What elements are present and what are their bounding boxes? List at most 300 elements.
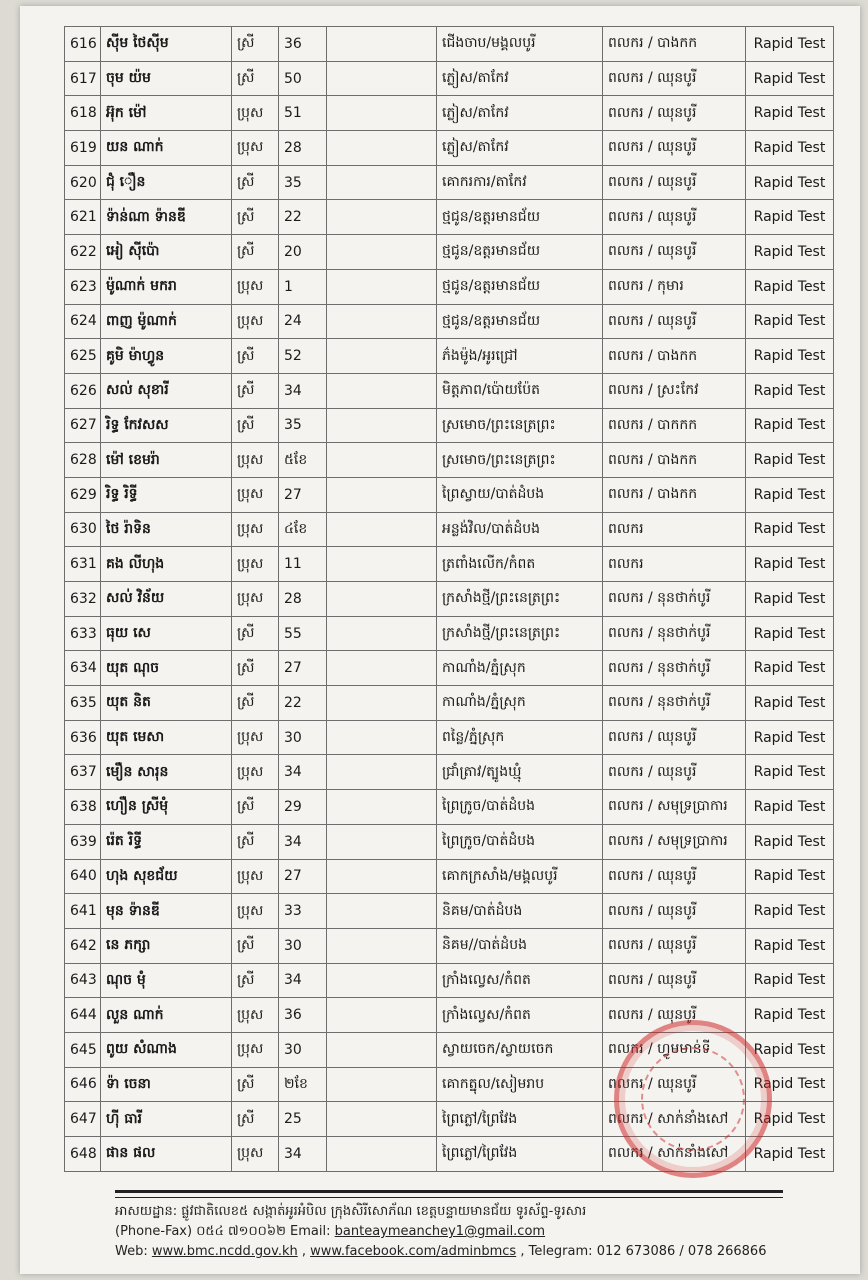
blank-cell-cell <box>327 96 437 131</box>
occupation-cell: ពលករ / ឈុនបូរី <box>603 304 746 339</box>
test-type-cell: Rapid Test <box>746 1067 834 1102</box>
age-cell: 24 <box>279 304 327 339</box>
blank-cell-cell <box>327 27 437 62</box>
address-cell: ថ្មជូន/ឧត្តរមានជ័យ <box>437 235 603 270</box>
test-type-cell: Rapid Test <box>746 373 834 408</box>
address-cell: ពន្លៃ/ភ្នំស្រុក <box>437 720 603 755</box>
test-type-cell: Rapid Test <box>746 859 834 894</box>
table-body <box>65 27 834 1172</box>
address-cell: ព្រៃភ្លៅ/ព្រៃវែង <box>437 1102 603 1137</box>
table-row <box>65 824 834 859</box>
table-row <box>65 165 834 200</box>
test-type-cell: Rapid Test <box>746 1032 834 1067</box>
patient-name-cell: ផាន ផល <box>101 1137 232 1172</box>
table-row <box>65 339 834 374</box>
occupation-cell: ពលករ / ឈុនបូរី <box>603 963 746 998</box>
blank-cell-cell <box>327 1102 437 1137</box>
patient-name-cell: យុត និត <box>101 686 232 721</box>
address-cell: គោកក្រសាំង/មង្គលបូរី <box>437 859 603 894</box>
occupation-cell: ពលករ / បាងកក <box>603 339 746 374</box>
address-cell: ថ្មជូន/ឧត្តរមានជ័យ <box>437 304 603 339</box>
test-type-cell: Rapid Test <box>746 96 834 131</box>
blank-cell-cell <box>327 200 437 235</box>
test-type-cell: Rapid Test <box>746 477 834 512</box>
sex-cell: ប្រុស <box>232 859 279 894</box>
table-row <box>65 755 834 790</box>
address-cell: ស្វាយចេក/ស្វាយចេក <box>437 1032 603 1067</box>
patient-table <box>64 26 834 1172</box>
occupation-cell: ពលករ / ឈុនបូរី <box>603 1067 746 1102</box>
patient-name-cell: ស៊ីម ថៃស៊ីម <box>101 27 232 62</box>
blank-cell-cell <box>327 269 437 304</box>
sex-cell: ស្រី <box>232 235 279 270</box>
row-number-cell: 634 <box>65 651 101 686</box>
row-number-cell: 617 <box>65 61 101 96</box>
blank-cell-cell <box>327 408 437 443</box>
table-row <box>65 651 834 686</box>
patient-name-cell: សល់ វិន័យ <box>101 582 232 617</box>
row-number-cell: 646 <box>65 1067 101 1102</box>
table-row <box>65 1032 834 1067</box>
occupation-cell: ពលករ / ឈុនបូរី <box>603 859 746 894</box>
sex-cell: ស្រី <box>232 686 279 721</box>
sex-cell: ស្រី <box>232 27 279 62</box>
row-number-cell: 640 <box>65 859 101 894</box>
row-number-cell: 642 <box>65 928 101 963</box>
age-cell: 22 <box>279 686 327 721</box>
blank-cell-cell <box>327 928 437 963</box>
test-type-cell: Rapid Test <box>746 235 834 270</box>
sex-cell: ប្រុស <box>232 998 279 1033</box>
table-row <box>65 1067 834 1102</box>
address-cell: ព្រៃភ្លៅ/ព្រៃវែង <box>437 1137 603 1172</box>
occupation-cell: ពលករ / សាក់នាំងសៅ <box>603 1102 746 1137</box>
row-number-cell: 627 <box>65 408 101 443</box>
age-cell: 52 <box>279 339 327 374</box>
sex-cell: ប្រុស <box>232 894 279 929</box>
row-number-cell: 630 <box>65 512 101 547</box>
patient-name-cell: ហុង សុខជ័យ <box>101 859 232 894</box>
blank-cell-cell <box>327 547 437 582</box>
patient-name-cell: ណុច មុំ <box>101 963 232 998</box>
occupation-cell: ពលករ / ឈុនបូរី <box>603 200 746 235</box>
table-row <box>65 131 834 166</box>
footer-email-link[interactable]: banteaymeanchey1@gmail.com <box>334 1224 546 1239</box>
occupation-cell: ពលករ / នុនថាក់បូរី <box>603 651 746 686</box>
occupation-cell: ពលករ <box>603 512 746 547</box>
address-cell: គោកត្នុល/សៀមរាប <box>437 1067 603 1102</box>
age-cell: 11 <box>279 547 327 582</box>
occupation-cell: ពលករ / ឈុនបូរី <box>603 235 746 270</box>
test-type-cell: Rapid Test <box>746 582 834 617</box>
test-type-cell: Rapid Test <box>746 408 834 443</box>
test-type-cell: Rapid Test <box>746 27 834 62</box>
footer-address-line <box>115 1202 783 1222</box>
test-type-cell: Rapid Test <box>746 824 834 859</box>
sex-cell: ប្រុស <box>232 720 279 755</box>
occupation-cell: ពលករ / បាងកក <box>603 27 746 62</box>
blank-cell-cell <box>327 235 437 270</box>
age-cell: 20 <box>279 235 327 270</box>
age-cell: ៤ខែ <box>279 512 327 547</box>
age-cell: 29 <box>279 790 327 825</box>
sex-cell: ប្រុស <box>232 477 279 512</box>
age-cell: 25 <box>279 1102 327 1137</box>
occupation-cell: ពលករ / ឈុនបូរី <box>603 928 746 963</box>
footer-phone-label: (Phone-Fax) <box>115 1224 193 1239</box>
patient-name-cell: ម៉ូណាក់ មករា <box>101 269 232 304</box>
address-cell: ភ៌ងម៉ូង/អូរជ្រៅ <box>437 339 603 374</box>
address-cell: អន្លង់វិល/បាត់ដំបង <box>437 512 603 547</box>
blank-cell-cell <box>327 131 437 166</box>
blank-cell-cell <box>327 582 437 617</box>
address-cell: កាណាំង/ភ្នំស្រុក <box>437 686 603 721</box>
age-cell: 30 <box>279 720 327 755</box>
footer-divider-thin <box>115 1197 783 1198</box>
row-number-cell: 628 <box>65 443 101 478</box>
sex-cell: ស្រី <box>232 651 279 686</box>
table-row <box>65 269 834 304</box>
test-type-cell: Rapid Test <box>746 755 834 790</box>
age-cell: 35 <box>279 165 327 200</box>
address-cell: ក្រាំងល្វេស/កំពត <box>437 998 603 1033</box>
address-cell: ស្រមោច/ព្រះនេត្រព្រះ <box>437 443 603 478</box>
test-type-cell: Rapid Test <box>746 200 834 235</box>
address-cell: ក្រសាំងថ្មី/ព្រះនេត្រព្រះ <box>437 582 603 617</box>
sex-cell: ស្រី <box>232 1102 279 1137</box>
age-cell: 27 <box>279 859 327 894</box>
address-cell: និគម/បាត់ដំបង <box>437 894 603 929</box>
table-row <box>65 616 834 651</box>
footer-web-line: Web: www.bmc.ncdd.gov.kh , www.facebook.com/adminbmcs , Telegram: 012 673086 / 078 266866 <box>115 1244 767 1259</box>
blank-cell-cell <box>327 859 437 894</box>
table-row <box>65 582 834 617</box>
address-cell: គោករការ/តាកែវ <box>437 165 603 200</box>
row-number-cell: 632 <box>65 582 101 617</box>
age-cell: 34 <box>279 963 327 998</box>
blank-cell-cell <box>327 1067 437 1102</box>
address-cell: ក្រសាំងថ្មី/ព្រះនេត្រព្រះ <box>437 616 603 651</box>
footer-facebook-link[interactable]: www.facebook.com/adminbmcs <box>310 1244 517 1259</box>
address-cell: ជើងចាប/មង្គលបូរី <box>437 27 603 62</box>
footer-email-label: Email: <box>290 1224 331 1239</box>
address-cell: ថ្មជូន/ឧត្តរមានជ័យ <box>437 200 603 235</box>
age-cell: 35 <box>279 408 327 443</box>
test-type-cell: Rapid Test <box>746 928 834 963</box>
patient-name-cell: រិទ្ធ កែវសស <box>101 408 232 443</box>
patient-name-cell: ពាញ ម៉ូណាក់ <box>101 304 232 339</box>
patient-name-cell: ជុំ ឿន <box>101 165 232 200</box>
sex-cell: ស្រី <box>232 824 279 859</box>
table-row <box>65 686 834 721</box>
sex-cell: ស្រី <box>232 928 279 963</box>
test-type-cell: Rapid Test <box>746 547 834 582</box>
row-number-cell: 621 <box>65 200 101 235</box>
test-type-cell: Rapid Test <box>746 1137 834 1172</box>
address-cell: ជ្រាំត្រាវ/ត្បូងឃ្មុំ <box>437 755 603 790</box>
patient-name-cell: ទ៉ា ចេនា <box>101 1067 232 1102</box>
age-cell: 22 <box>279 200 327 235</box>
age-cell: 34 <box>279 373 327 408</box>
sex-cell: ស្រី <box>232 165 279 200</box>
table-row <box>65 547 834 582</box>
blank-cell-cell <box>327 616 437 651</box>
row-number-cell: 647 <box>65 1102 101 1137</box>
row-number-cell: 619 <box>65 131 101 166</box>
blank-cell-cell <box>327 824 437 859</box>
sex-cell: ស្រី <box>232 339 279 374</box>
row-number-cell: 648 <box>65 1137 101 1172</box>
blank-cell-cell <box>327 894 437 929</box>
row-number-cell: 624 <box>65 304 101 339</box>
footer-address: អាសយដ្ឋាន: ផ្លូវជាតិលេខ៥ សង្កាត់អូរអំបិល ក្រុងសិរីសោភ័ណ ខេត្តបន្ទាយមានជ័យ ទូរស័ព្ទ-ទូរសារ <box>115 1204 587 1219</box>
occupation-cell: ពលករ / ឈុនបូរី <box>603 61 746 96</box>
table-row <box>65 96 834 131</box>
row-number-cell: 637 <box>65 755 101 790</box>
blank-cell-cell <box>327 720 437 755</box>
age-cell: 34 <box>279 1137 327 1172</box>
test-type-cell: Rapid Test <box>746 443 834 478</box>
test-type-cell: Rapid Test <box>746 165 834 200</box>
address-cell: ព្រៃស្វាយ/បាត់ដំបង <box>437 477 603 512</box>
address-cell: ភ្លៀស/តាកែវ <box>437 96 603 131</box>
blank-cell-cell <box>327 477 437 512</box>
patient-name-cell: មុន ទ៉ានឌី <box>101 894 232 929</box>
age-cell: 27 <box>279 477 327 512</box>
row-number-cell: 635 <box>65 686 101 721</box>
sex-cell: ប្រុស <box>232 443 279 478</box>
patient-name-cell: គង លីហុង <box>101 547 232 582</box>
age-cell: 30 <box>279 928 327 963</box>
table-row <box>65 963 834 998</box>
occupation-cell: ពលករ <box>603 547 746 582</box>
occupation-cell: ពលករ / សមុទ្រប្រាការ <box>603 790 746 825</box>
table-row <box>65 200 834 235</box>
row-number-cell: 618 <box>65 96 101 131</box>
letterhead-footer <box>115 1190 783 1262</box>
patient-name-cell: យុត មេសា <box>101 720 232 755</box>
sex-cell: ស្រី <box>232 373 279 408</box>
patient-name-cell: ធុយ សេ <box>101 616 232 651</box>
row-number-cell: 616 <box>65 27 101 62</box>
sex-cell: ប្រុស <box>232 96 279 131</box>
blank-cell-cell <box>327 790 437 825</box>
address-cell: និគម//បាត់ដំបង <box>437 928 603 963</box>
age-cell: ៥ខែ <box>279 443 327 478</box>
test-type-cell: Rapid Test <box>746 1102 834 1137</box>
blank-cell-cell <box>327 1137 437 1172</box>
age-cell: ២ខែ <box>279 1067 327 1102</box>
row-number-cell: 645 <box>65 1032 101 1067</box>
blank-cell-cell <box>327 686 437 721</box>
test-type-cell: Rapid Test <box>746 616 834 651</box>
patient-name-cell: យុត ណុច <box>101 651 232 686</box>
row-number-cell: 620 <box>65 165 101 200</box>
address-cell: ភ្លៀស/តាកែវ <box>437 131 603 166</box>
patient-name-cell: យន ណាក់ <box>101 131 232 166</box>
sex-cell: ប្រុស <box>232 269 279 304</box>
patient-name-cell: ទ៉ាន់ណា ទ៉ានឌី <box>101 200 232 235</box>
occupation-cell: ពលករ / កុមារ <box>603 269 746 304</box>
row-number-cell: 638 <box>65 790 101 825</box>
row-number-cell: 625 <box>65 339 101 374</box>
row-number-cell: 644 <box>65 998 101 1033</box>
patient-name-cell: នេ ភក្សា <box>101 928 232 963</box>
age-cell: 34 <box>279 824 327 859</box>
blank-cell-cell <box>327 512 437 547</box>
test-type-cell: Rapid Test <box>746 894 834 929</box>
test-type-cell: Rapid Test <box>746 963 834 998</box>
sex-cell: ប្រុស <box>232 1137 279 1172</box>
patient-name-cell: ពូយ សំណាង <box>101 1032 232 1067</box>
test-type-cell: Rapid Test <box>746 686 834 721</box>
blank-cell-cell <box>327 963 437 998</box>
occupation-cell: ពលករ / ឈុនបូរី <box>603 165 746 200</box>
table-row <box>65 720 834 755</box>
patient-name-cell: មឿន សារុន <box>101 755 232 790</box>
footer-web-link[interactable]: www.bmc.ncdd.gov.kh <box>151 1244 298 1259</box>
age-cell: 27 <box>279 651 327 686</box>
patient-name-cell: រិទ្ធ រិទ្ធី <box>101 477 232 512</box>
footer-telegram-label: Telegram: <box>528 1244 593 1259</box>
sex-cell: ស្រី <box>232 1067 279 1102</box>
blank-cell-cell <box>327 61 437 96</box>
patient-name-cell: លួន ណាក់ <box>101 998 232 1033</box>
patient-name-cell: ម៉ៅ ខេមរ៉ា <box>101 443 232 478</box>
blank-cell-cell <box>327 339 437 374</box>
table-row <box>65 859 834 894</box>
age-cell: 30 <box>279 1032 327 1067</box>
patient-name-cell: ហឿន ស្រីមុំ <box>101 790 232 825</box>
age-cell: 28 <box>279 131 327 166</box>
test-type-cell: Rapid Test <box>746 339 834 374</box>
address-cell: ស្រមោច/ព្រះនេត្រព្រះ <box>437 408 603 443</box>
sex-cell: ស្រី <box>232 616 279 651</box>
table-row <box>65 790 834 825</box>
sex-cell: ប្រុស <box>232 582 279 617</box>
blank-cell-cell <box>327 1032 437 1067</box>
occupation-cell: ពលករ / នុនថាក់បូរី <box>603 582 746 617</box>
sex-cell: ប្រុស <box>232 547 279 582</box>
patient-name-cell: អ៊ុក ម៉ៅ <box>101 96 232 131</box>
blank-cell-cell <box>327 998 437 1033</box>
table-row <box>65 477 834 512</box>
patient-name-cell: អៀ ស៊ីប៉ោ <box>101 235 232 270</box>
row-number-cell: 622 <box>65 235 101 270</box>
row-number-cell: 639 <box>65 824 101 859</box>
row-number-cell: 641 <box>65 894 101 929</box>
table-row <box>65 373 834 408</box>
age-cell: 1 <box>279 269 327 304</box>
test-type-cell: Rapid Test <box>746 304 834 339</box>
address-cell: មិត្តភាព/ប៉ោយប៉ែត <box>437 373 603 408</box>
occupation-cell: ពលករ / បាងកក <box>603 443 746 478</box>
blank-cell-cell <box>327 755 437 790</box>
patient-name-cell: ថៃ រ៉ាទិន <box>101 512 232 547</box>
blank-cell-cell <box>327 373 437 408</box>
address-cell: ព្រៃក្រូច/បាត់ដំបង <box>437 790 603 825</box>
row-number-cell: 636 <box>65 720 101 755</box>
sex-cell: ស្រី <box>232 61 279 96</box>
table-row <box>65 998 834 1033</box>
blank-cell-cell <box>327 443 437 478</box>
test-type-cell: Rapid Test <box>746 998 834 1033</box>
address-cell: ភ្លៀស/តាកែវ <box>437 61 603 96</box>
footer-web-label: Web: <box>115 1244 148 1259</box>
patient-name-cell: សល់ សុខារី <box>101 373 232 408</box>
blank-cell-cell <box>327 651 437 686</box>
table-row <box>65 512 834 547</box>
row-number-cell: 633 <box>65 616 101 651</box>
occupation-cell: ពលករ / ឈុនបូរី <box>603 755 746 790</box>
address-cell: ក្រាំងល្វេស/កំពត <box>437 963 603 998</box>
table-row <box>65 894 834 929</box>
sex-cell: ប្រុស <box>232 304 279 339</box>
occupation-cell: ពលករ / សាក់នាំងសៅ <box>603 1137 746 1172</box>
test-type-cell: Rapid Test <box>746 131 834 166</box>
footer-phone: ០៥៤ ៧១០០៦២ <box>196 1224 286 1239</box>
row-number-cell: 623 <box>65 269 101 304</box>
patient-name-cell: រ៉េត រិទ្ធី <box>101 824 232 859</box>
occupation-cell: ពលករ / ឈុនបូរី <box>603 96 746 131</box>
table-row <box>65 27 834 62</box>
table-row <box>65 928 834 963</box>
occupation-cell: ពលករ / ឈុនបូរី <box>603 720 746 755</box>
table-row <box>65 408 834 443</box>
sex-cell: ស្រី <box>232 200 279 235</box>
age-cell: 34 <box>279 755 327 790</box>
patient-name-cell: គូមិ ម៉ាហ្វូន <box>101 339 232 374</box>
occupation-cell: ពលករ / នុនថាក់បូរី <box>603 616 746 651</box>
sex-cell: ប្រុស <box>232 755 279 790</box>
patient-name-cell: ចុម យ៉ម <box>101 61 232 96</box>
row-number-cell: 631 <box>65 547 101 582</box>
address-cell: ព្រៃក្រូច/បាត់ដំបង <box>437 824 603 859</box>
sex-cell: ស្រី <box>232 963 279 998</box>
table-row <box>65 443 834 478</box>
table-row <box>65 1102 834 1137</box>
age-cell: 36 <box>279 998 327 1033</box>
test-type-cell: Rapid Test <box>746 512 834 547</box>
row-number-cell: 626 <box>65 373 101 408</box>
occupation-cell: ពលករ / ឈុនបូរី <box>603 998 746 1033</box>
occupation-cell: ពលករ / ស្រះកែវ <box>603 373 746 408</box>
test-type-cell: Rapid Test <box>746 720 834 755</box>
occupation-cell: ពលករ / បាកកក <box>603 408 746 443</box>
test-type-cell: Rapid Test <box>746 790 834 825</box>
age-cell: 55 <box>279 616 327 651</box>
blank-cell-cell <box>327 304 437 339</box>
address-cell: កាណាំង/ភ្នំស្រុក <box>437 651 603 686</box>
age-cell: 28 <box>279 582 327 617</box>
age-cell: 51 <box>279 96 327 131</box>
address-cell: ត្រពាំងលើក/កំពត <box>437 547 603 582</box>
test-type-cell: Rapid Test <box>746 269 834 304</box>
test-type-cell: Rapid Test <box>746 651 834 686</box>
occupation-cell: ពលករ / សមុទ្រប្រាការ <box>603 824 746 859</box>
occupation-cell: ពលករ / ឈុនបូរី <box>603 894 746 929</box>
patient-name-cell: ហ៊ី ធារី <box>101 1102 232 1137</box>
age-cell: 33 <box>279 894 327 929</box>
occupation-cell: ពលករ / ឈុនបូរី <box>603 131 746 166</box>
sex-cell: ប្រុស <box>232 1032 279 1067</box>
sex-cell: ប្រុស <box>232 131 279 166</box>
occupation-cell: ពលករ / នុនថាក់បូរី <box>603 686 746 721</box>
table-row <box>65 235 834 270</box>
blank-cell-cell <box>327 165 437 200</box>
row-number-cell: 643 <box>65 963 101 998</box>
occupation-cell: ពលករ / ហ្វូមមាន់ទី <box>603 1032 746 1067</box>
